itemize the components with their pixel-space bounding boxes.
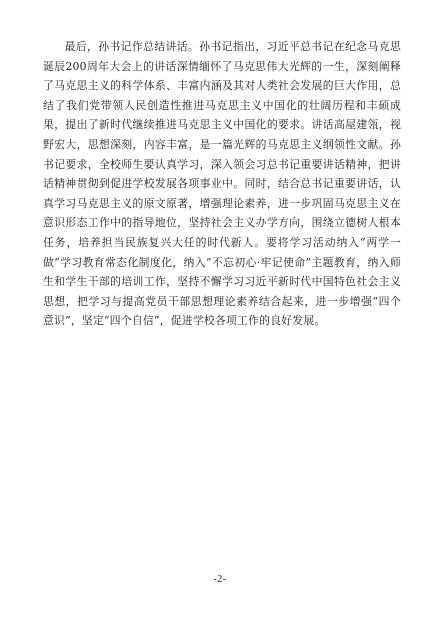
body-paragraph: 最后，孙书记作总结讲话。孙书记指出，习近平总书记在纪念马克思诞辰200周年大会上的讲话深情缅怀了马克思伟大光辉的一生，深刻阐释了马克思主义的科学体系、丰富内涵及其对人类社会发展的巨大作用，总结了我们党带领人民创造性推进马克思主义中国化的壮阔历程和丰硕成果，提出了新时代继续推进马克思主义中国化的要求。讲话高屋建瓴，视野宏大，思想深刻，内容丰富，是一篇光辉的马克思主义纲领性文献。孙书记要求，全校师生要认真学习，深入领会习总书记重要讲话精神，把讲话精神贯彻到促进学校发展各项事业中。同时，结合总书记重要讲话，认真学习马克思主义的原文原著，增强理论素养，进一步巩固马克思主义在意识形态工作中的指导地位，坚持社会主义办学方向，围绕立德树人根本任务，培养担当民族复兴大任的时代新人。要将学习活动纳入“两学一做”学习教育常态化制度化，纳入“不忘初心·牢记使命”主题教育，纳入师生和学生干部的培训工作，坚持不懈学习习近平新时代中国特色社会主义思想，把学习与提高党员干部思想理论素养结合起来，进一步增强“四个意识”，坚定“四个自信”，促进学校各项工作的良好发展。 xyxy=(43,40,401,328)
page-number: -2- xyxy=(213,574,227,585)
